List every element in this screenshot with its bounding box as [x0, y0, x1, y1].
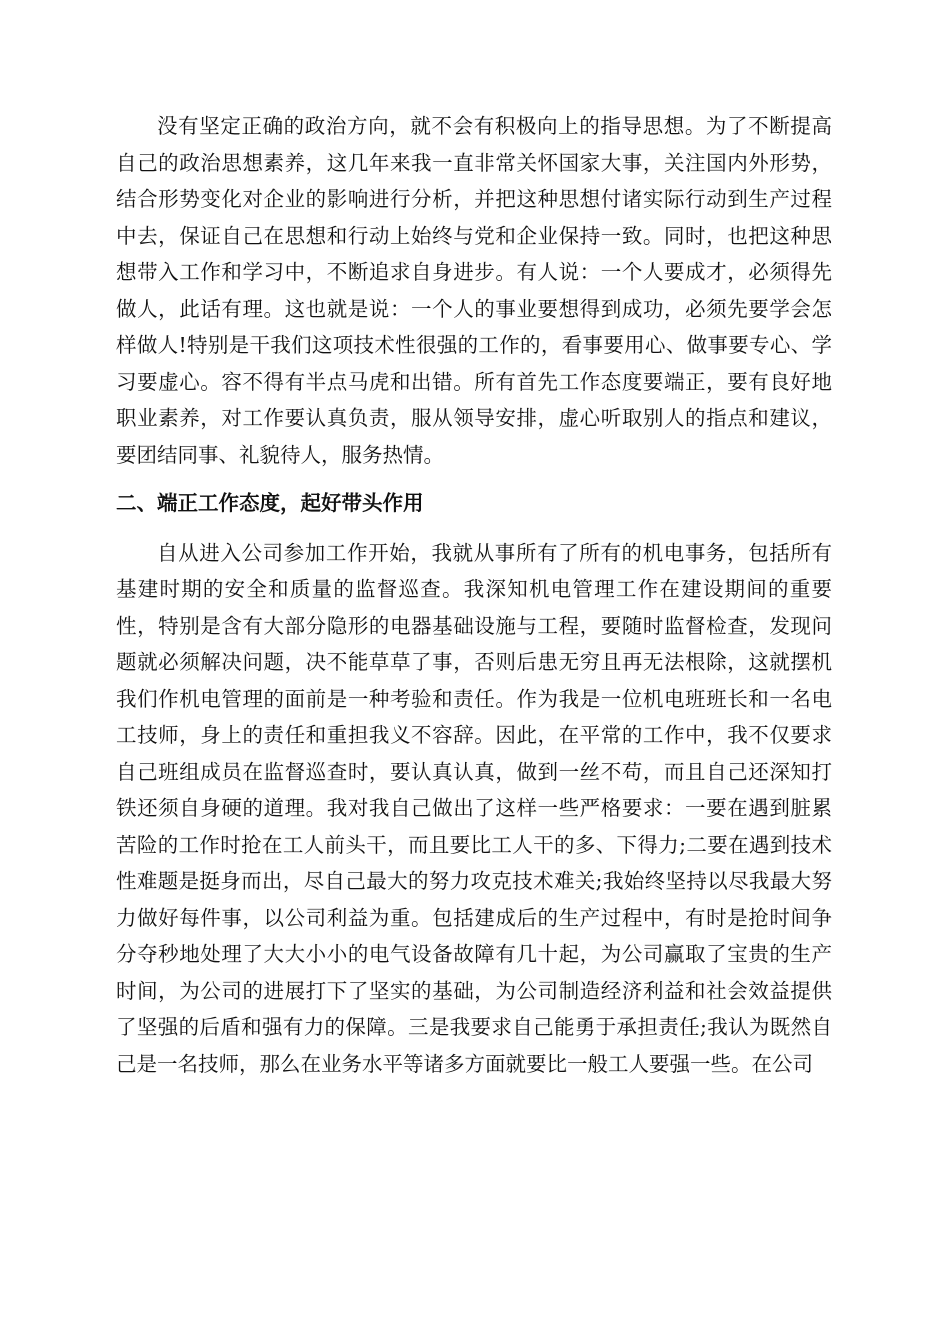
document-body	[116, 108, 832, 1082]
section-heading: 二、端正工作态度，起好带头作用	[116, 491, 424, 515]
body-paragraph: 没有坚定正确的政治方向，就不会有积极向上的指导思想。为了不断提高自己的政治思想素养，这几年来我一直非常关怀国家大事，关注国内外形势，结合形势变化对企业的影响进行分析，并把这种思想付诸实际行动到生产过程中去，保证自己在思想和行动上始终与党和企业保持一致。同时，也把这种思想带入工作和学习中，不断追求自身进步。有人说：一个人要成才，必须得先做人，此话有理。这也就是说：一个人的事业要想得到成功，必须先要学会怎样做人!特别是干我们这项技术性很强的工作的，看事要用心、做事要专心、学习要虚心。容不得有半点马虎和出错。所有首先工作态度要端正，要有良好地职业素养，对工作要认真负责，服从领导安排，虚心听取别人的指点和建议，要团结同事、礼貌待人，服务热情。	[116, 114, 832, 467]
body-paragraph: 自从进入公司参加工作开始，我就从事所有了所有的机电事务，包括所有基建时期的安全和质量的监督巡查。我深知机电管理工作在建设期间的重要性，特别是含有大部分隐形的电器基础设施与工程，要随时监督检查，发现问题就必须解决问题，决不能草草了事，否则后患无穷且再无法根除，这就摆机我们作机电管理的面前是一种考验和责任。作为我是一位机电班班长和一名电工技师，身上的责任和重担我义不容辞。因此，在平常的工作中，我不仅要求自己班组成员在监督巡查时，要认真认真，做到一丝不苟，而且自己还深知打铁还须自身硬的道理。我对我自己做出了这样一些严格要求：一要在遇到脏累苦险的工作时抢在工人前头干，而且要比工人干的多、下得力;二要在遇到技术性难题是挺身而出，尽自己最大的努力攻克技术难关;我始终坚持以尽我最大努力做好每件事，以公司利益为重。包括建成后的生产过程中，有时是抢时间争分夺秒地处理了大大小小的电气设备故障有几十起，为公司赢取了宝贵的生产时间，为公司的进展打下了坚实的基础，为公司制造经济利益和社会效益提供了坚强的后盾和强有力的保障。三是我要求自己能勇于承担责任;我认为既然自己是一名技师，那么在业务水平等诸多方面就要比一般工人要强一些。在公司	[116, 540, 832, 1076]
